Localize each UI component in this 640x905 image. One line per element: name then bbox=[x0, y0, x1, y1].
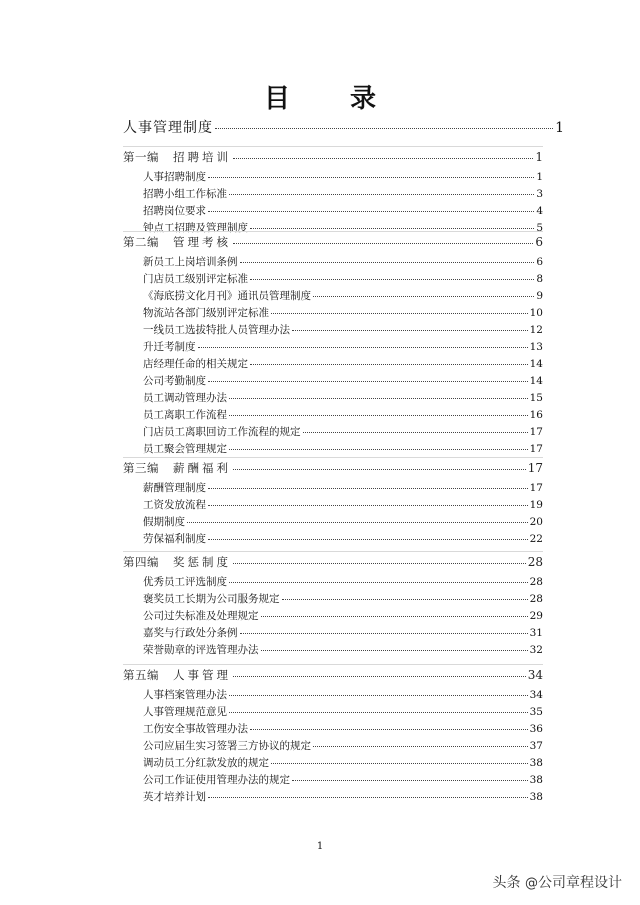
dot-leader bbox=[187, 514, 528, 523]
chapter-number: 第一编 bbox=[123, 150, 159, 164]
dot-leader bbox=[292, 772, 528, 781]
chapter-label bbox=[123, 460, 231, 476]
toc-item[interactable] bbox=[143, 531, 543, 546]
item-page: 14 bbox=[529, 375, 543, 387]
chapter-name: 奖惩制度 bbox=[173, 555, 231, 569]
watermark bbox=[493, 872, 622, 892]
item-page: 36 bbox=[529, 723, 543, 735]
toc-title: 目录 bbox=[263, 84, 436, 114]
dot-leader bbox=[229, 390, 528, 399]
dot-leader bbox=[229, 687, 528, 696]
dot-leader bbox=[250, 721, 528, 730]
item-label: 劳保福利制度 bbox=[143, 533, 206, 545]
watermark-prefix: 头条 bbox=[492, 875, 521, 891]
chapter-number: 第五编 bbox=[123, 668, 159, 682]
item-label: 工资发放流程 bbox=[143, 499, 206, 511]
toc-item[interactable] bbox=[143, 220, 543, 235]
item-label: 员工离职工作流程 bbox=[143, 409, 227, 421]
item-page: 9 bbox=[536, 290, 543, 302]
chapter-label bbox=[123, 234, 231, 250]
toc-item[interactable] bbox=[143, 738, 543, 753]
item-label: 《海底捞文化月刊》通讯员管理制度 bbox=[143, 290, 311, 302]
item-label: 一线员工选拔特批人员管理办法 bbox=[143, 324, 290, 336]
toc-item[interactable] bbox=[143, 721, 543, 736]
dot-leader bbox=[261, 608, 528, 617]
dot-leader bbox=[208, 789, 528, 798]
item-label: 钟点工招聘及管理制度 bbox=[143, 222, 248, 234]
toc-item[interactable] bbox=[143, 203, 543, 218]
item-page: 38 bbox=[529, 791, 543, 803]
toc-item[interactable] bbox=[143, 254, 543, 269]
toc-item[interactable] bbox=[143, 356, 543, 371]
dot-leader bbox=[208, 203, 534, 212]
chapter-page: 17 bbox=[527, 461, 543, 475]
item-page: 6 bbox=[536, 256, 543, 268]
item-label: 招聘岗位要求 bbox=[143, 205, 206, 217]
toc-item[interactable] bbox=[143, 591, 543, 606]
item-page: 17 bbox=[529, 482, 543, 494]
toc-item[interactable] bbox=[143, 497, 543, 512]
dot-leader bbox=[208, 531, 528, 540]
item-page: 4 bbox=[536, 205, 543, 217]
chapter-label bbox=[123, 149, 231, 165]
toc-item[interactable] bbox=[143, 169, 543, 184]
dot-leader bbox=[282, 591, 528, 600]
chapter-name: 招聘培训 bbox=[173, 150, 231, 164]
toc-item[interactable] bbox=[143, 305, 543, 320]
toc-item[interactable] bbox=[143, 407, 543, 422]
watermark-account: 公司章程设计 bbox=[538, 875, 622, 891]
toc-item[interactable] bbox=[143, 789, 543, 804]
dot-leader bbox=[208, 480, 528, 489]
dot-leader bbox=[240, 254, 535, 263]
item-label: 褒奖员工长期为公司服务规定 bbox=[143, 593, 280, 605]
item-page: 1 bbox=[536, 171, 543, 183]
toc-item[interactable] bbox=[143, 608, 543, 623]
toc-chapter[interactable] bbox=[123, 460, 543, 476]
item-page: 38 bbox=[529, 774, 543, 786]
toc-item[interactable] bbox=[143, 574, 543, 589]
item-label: 公司考勤制度 bbox=[143, 375, 206, 387]
main-entry-label: 人事管理制度 bbox=[123, 120, 213, 136]
toc-chapter[interactable] bbox=[123, 149, 543, 165]
item-page: 14 bbox=[529, 358, 543, 370]
item-label: 调动员工分红款发放的规定 bbox=[143, 757, 269, 769]
watermark-at: @ bbox=[525, 876, 538, 891]
dot-leader bbox=[215, 117, 553, 129]
toc-item[interactable] bbox=[143, 186, 543, 201]
item-label: 升迁考制度 bbox=[143, 341, 196, 353]
item-label: 招聘小组工作标准 bbox=[143, 188, 227, 200]
toc-item[interactable] bbox=[143, 625, 543, 640]
item-label: 物流站各部门级别评定标准 bbox=[143, 307, 269, 319]
item-page: 28 bbox=[529, 576, 543, 588]
chapter-name: 人事管理 bbox=[173, 668, 231, 682]
dot-leader bbox=[233, 460, 526, 470]
item-page: 10 bbox=[529, 307, 543, 319]
item-page: 35 bbox=[529, 706, 543, 718]
dot-leader bbox=[261, 642, 528, 651]
dot-leader bbox=[271, 305, 528, 314]
dot-leader bbox=[229, 704, 528, 713]
dot-leader bbox=[292, 322, 528, 331]
item-label: 门店员工级别评定标准 bbox=[143, 273, 248, 285]
item-page: 32 bbox=[529, 644, 543, 656]
item-label: 员工调动管理办法 bbox=[143, 392, 227, 404]
chapter-separator bbox=[123, 146, 543, 147]
item-page: 19 bbox=[529, 499, 543, 511]
toc-item[interactable] bbox=[143, 687, 543, 702]
item-page: 17 bbox=[529, 426, 543, 438]
item-page: 17 bbox=[529, 443, 543, 455]
toc-item[interactable] bbox=[143, 288, 543, 303]
chapter-separator bbox=[123, 231, 543, 232]
toc-chapter[interactable] bbox=[123, 234, 543, 250]
dot-leader bbox=[250, 271, 534, 280]
chapter-page: 1 bbox=[535, 150, 543, 164]
toc-item[interactable] bbox=[143, 704, 543, 719]
item-label: 员工聚会管理规定 bbox=[143, 443, 227, 455]
dot-leader bbox=[250, 356, 528, 365]
item-label: 人事档案管理办法 bbox=[143, 689, 227, 701]
dot-leader bbox=[313, 738, 528, 747]
dot-leader bbox=[271, 755, 528, 764]
dot-leader bbox=[229, 574, 528, 583]
dot-leader bbox=[303, 424, 528, 433]
toc-chapter[interactable] bbox=[123, 667, 543, 683]
item-label: 嘉奖与行政处分条例 bbox=[143, 627, 238, 639]
dot-leader bbox=[233, 234, 533, 244]
item-page: 22 bbox=[529, 533, 543, 545]
dot-leader bbox=[233, 149, 533, 159]
item-label: 公司应届生实习签署三方协议的规定 bbox=[143, 740, 311, 752]
item-label: 工伤安全事故管理办法 bbox=[143, 723, 248, 735]
item-page: 28 bbox=[529, 593, 543, 605]
dot-leader bbox=[208, 373, 528, 382]
dot-leader bbox=[313, 288, 534, 297]
dot-leader bbox=[250, 220, 534, 229]
dot-leader bbox=[229, 441, 528, 450]
item-label: 新员工上岗培训条例 bbox=[143, 256, 238, 268]
toc-item[interactable] bbox=[143, 339, 543, 354]
item-page: 3 bbox=[536, 188, 543, 200]
dot-leader bbox=[208, 169, 534, 178]
item-label: 公司过失标准及处理规定 bbox=[143, 610, 259, 622]
item-page: 20 bbox=[529, 516, 543, 528]
item-page: 15 bbox=[529, 392, 543, 404]
item-page: 29 bbox=[529, 610, 543, 622]
chapter-number: 第四编 bbox=[123, 555, 159, 569]
toc-main-entry[interactable] bbox=[123, 117, 565, 137]
main-entry-page: 1 bbox=[555, 120, 565, 136]
dot-leader bbox=[233, 667, 526, 677]
item-page: 34 bbox=[529, 689, 543, 701]
dot-leader bbox=[233, 554, 526, 564]
toc-item[interactable] bbox=[143, 271, 543, 286]
item-label: 人事招聘制度 bbox=[143, 171, 206, 183]
item-label: 荣誉勋章的评选管理办法 bbox=[143, 644, 259, 656]
toc-item[interactable] bbox=[143, 755, 543, 770]
chapter-label bbox=[123, 554, 231, 570]
item-page: 16 bbox=[529, 409, 543, 421]
chapter-number: 第二编 bbox=[123, 235, 159, 249]
item-page: 37 bbox=[529, 740, 543, 752]
dot-leader bbox=[229, 186, 534, 195]
chapter-page: 28 bbox=[527, 555, 543, 569]
dot-leader bbox=[229, 407, 528, 416]
toc-item[interactable] bbox=[143, 373, 543, 388]
chapter-label bbox=[123, 667, 231, 683]
chapter-page: 34 bbox=[527, 668, 543, 682]
toc-item[interactable] bbox=[143, 480, 543, 495]
item-label: 人事管理规范意见 bbox=[143, 706, 227, 718]
item-label: 薪酬管理制度 bbox=[143, 482, 206, 494]
toc-item[interactable] bbox=[143, 514, 543, 529]
item-label: 公司工作证使用管理办法的规定 bbox=[143, 774, 290, 786]
chapter-page: 6 bbox=[535, 235, 543, 249]
item-page: 5 bbox=[536, 222, 543, 234]
dot-leader bbox=[240, 625, 528, 634]
item-page: 12 bbox=[529, 324, 543, 336]
item-label: 门店员工离职回访工作流程的规定 bbox=[143, 426, 301, 438]
toc-item[interactable] bbox=[143, 642, 543, 657]
toc-item[interactable] bbox=[143, 772, 543, 787]
page-number: 1 bbox=[316, 841, 324, 852]
dot-leader bbox=[198, 339, 528, 348]
dot-leader bbox=[208, 497, 528, 506]
chapter-separator bbox=[123, 457, 543, 458]
item-page: 8 bbox=[536, 273, 543, 285]
toc-item[interactable] bbox=[143, 441, 543, 456]
item-page: 13 bbox=[529, 341, 543, 353]
toc-item[interactable] bbox=[143, 322, 543, 337]
chapter-number: 第三编 bbox=[123, 461, 159, 475]
item-label: 英才培养计划 bbox=[143, 791, 206, 803]
chapter-name: 管理考核 bbox=[173, 235, 231, 249]
toc-chapter[interactable] bbox=[123, 554, 543, 570]
toc-item[interactable] bbox=[143, 390, 543, 405]
item-page: 38 bbox=[529, 757, 543, 769]
chapter-separator bbox=[123, 551, 543, 552]
chapter-name: 薪酬福利 bbox=[173, 461, 231, 475]
item-label: 店经理任命的相关规定 bbox=[143, 358, 248, 370]
item-page: 31 bbox=[529, 627, 543, 639]
toc-item[interactable] bbox=[143, 424, 543, 439]
chapter-separator bbox=[123, 664, 543, 665]
item-label: 假期制度 bbox=[143, 516, 185, 528]
item-label: 优秀员工评选制度 bbox=[143, 576, 227, 588]
